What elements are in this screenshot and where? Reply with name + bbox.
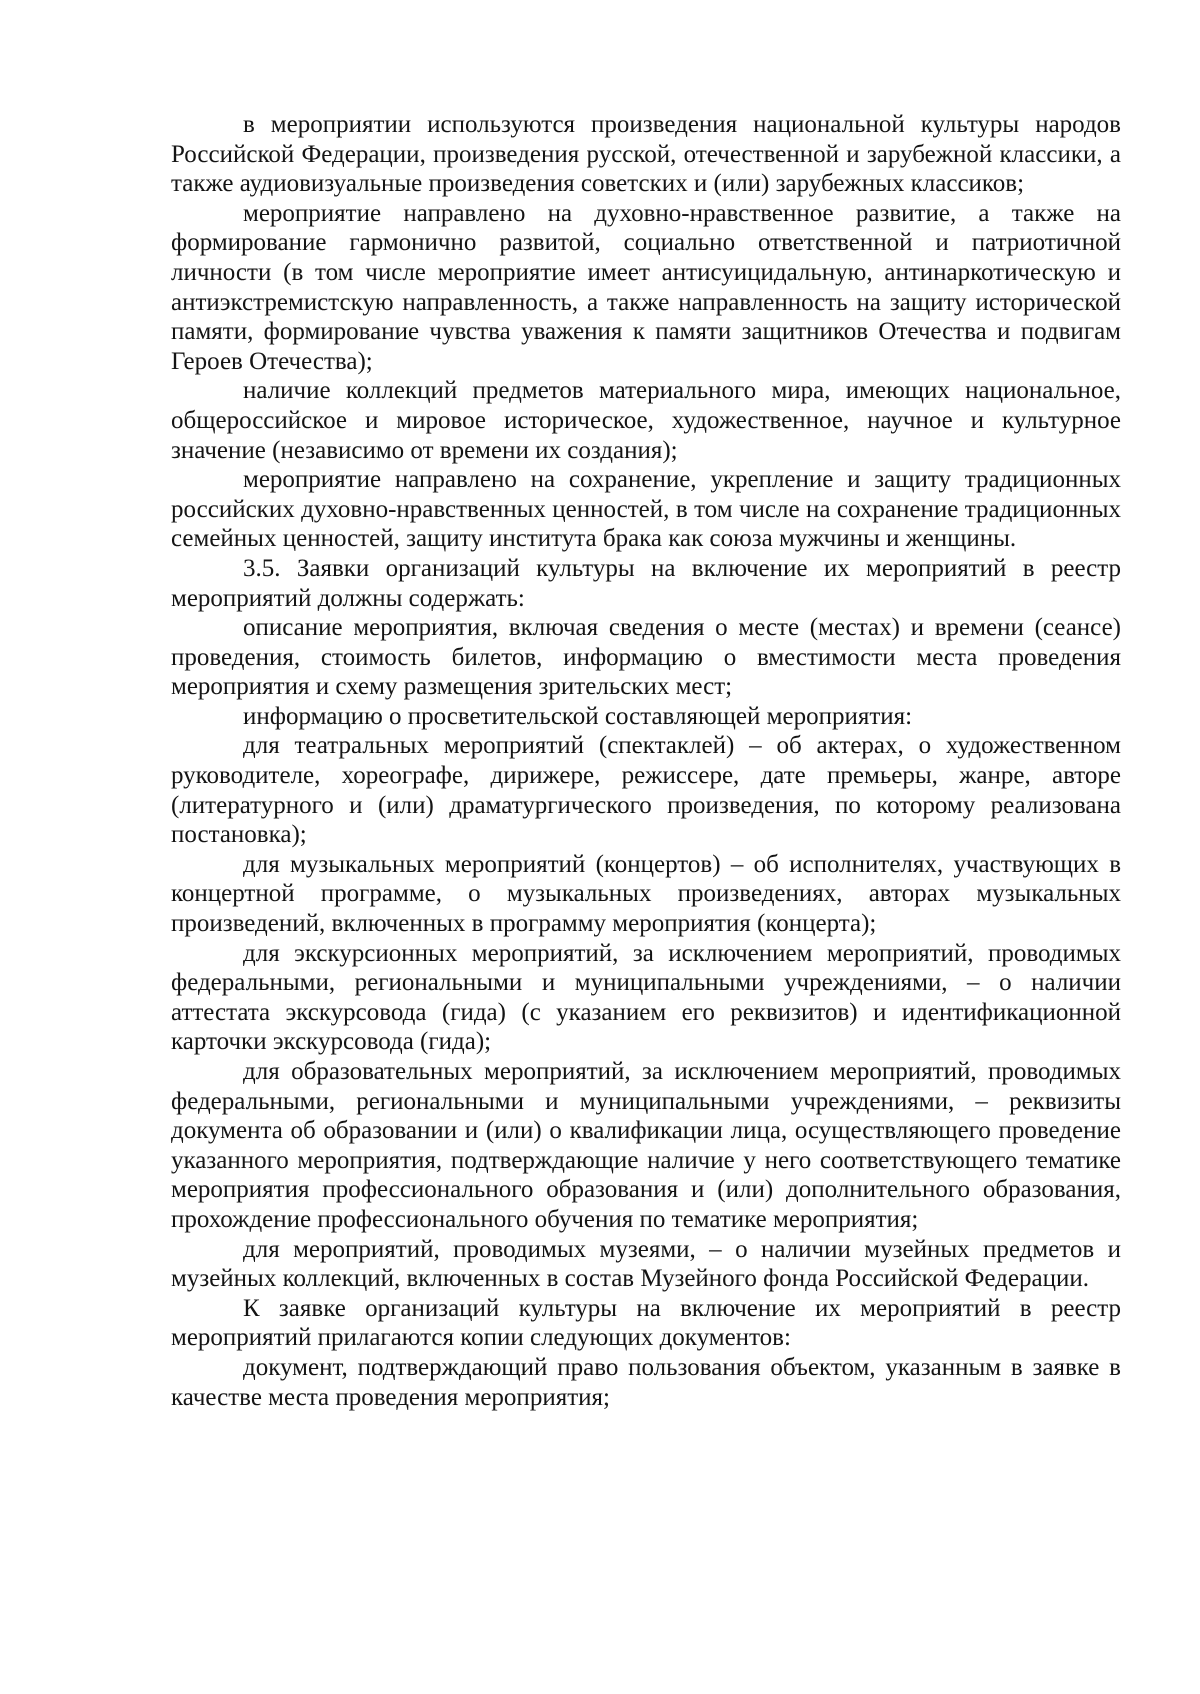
paragraph-collections: наличие коллекций предметов материального мира, имеющих национальное, общероссийское и мировое историческое, художественное, научное и культурное значение (независимо от времени их создания);: [171, 377, 1121, 464]
paragraph-excursion-events: для экскурсионных мероприятий, за исключением мероприятий, проводимых федеральными, региональными и муниципальными учреждениями, – о наличии аттестата экскурсовода (гида) (с указанием его реквизитов) и идентификационной карточки экскурсовода (гида);: [171, 939, 1121, 1056]
document-body: [171, 110, 1121, 1412]
paragraph-educational-component: информацию о просветительской составляющей мероприятия:: [243, 702, 913, 730]
paragraph-education-events: для образовательных мероприятий, за исключением мероприятий, проводимых федеральными, региональными и муниципальными учреждениями, – реквизиты документа об образовании и (или) о квалификации лица, осуществляющего проведение указанного мероприятия, подтверждающие наличие у него соответствующего тематике мероприятия профессионального образования и (или) дополнительного образования, прохождение профессионального обучения по тематике мероприятия;: [171, 1058, 1121, 1233]
paragraph-music-events: для музыкальных мероприятий (концертов) – об исполнителях, участвующих в концертной программе, о музыкальных произведениях, авторах музыкальных произведений, включенных в программу мероприятия (концерта);: [171, 850, 1121, 938]
paragraph-usage-right-document: документ, подтверждающий право пользования объектом, указанным в заявке в качестве места проведения мероприятия;: [171, 1353, 1121, 1411]
paragraph-museum-events: для мероприятий, проводимых музеями, – о наличии музейных предметов и музейных коллекций, включенных в состав Музейного фонда Российской Федерации.: [171, 1235, 1121, 1293]
paragraph-theatre-events: для театральных мероприятий (спектаклей) – об актерах, о художественном руководителе, хореографе, дирижере, режиссере, дате премьеры, жанре, авторе (литературного и (или) драматургического произведения, по которому реализована постановка);: [171, 732, 1121, 849]
paragraph-traditional-values: мероприятие направлено на сохранение, укрепление и защиту традиционных российских духовно-нравственных ценностей, в том числе на сохранение традиционных семейных ценностей, защиту института брака как союза мужчины и женщины.: [171, 466, 1121, 553]
paragraph-section-3-5: 3.5. Заявки организаций культуры на включение их мероприятий в реестр мероприятий должны содержать:: [171, 554, 1121, 612]
paragraph-classics: в мероприятии используются произведения национальной культуры народов Российской Федерации, произведения русской, отечественной и зарубежной классики, а также аудиовизуальные произведения советских и (или) зарубежных классиков;: [171, 111, 1121, 198]
paragraph-moral-development: мероприятие направлено на духовно-нравственное развитие, а также на формирование гармонично развитой, социально ответственной и патриотичной личности (в том числе мероприятие имеет антисуицидальную, антинаркотическую и антиэкстремистскую направленность, а также направленность на защиту исторической памяти, формирование чувства уважения к памяти защитников Отечества и подвигам Героев Отечества);: [171, 199, 1121, 375]
paragraph-attachments: К заявке организаций культуры на включение их мероприятий в реестр мероприятий прилагаются копии следующих документов:: [171, 1294, 1121, 1352]
paragraph-event-description: описание мероприятия, включая сведения о месте (местах) и времени (сеансе) проведения, стоимость билетов, информацию о вместимости места проведения мероприятия и схему размещения зрительских мест;: [171, 614, 1121, 701]
